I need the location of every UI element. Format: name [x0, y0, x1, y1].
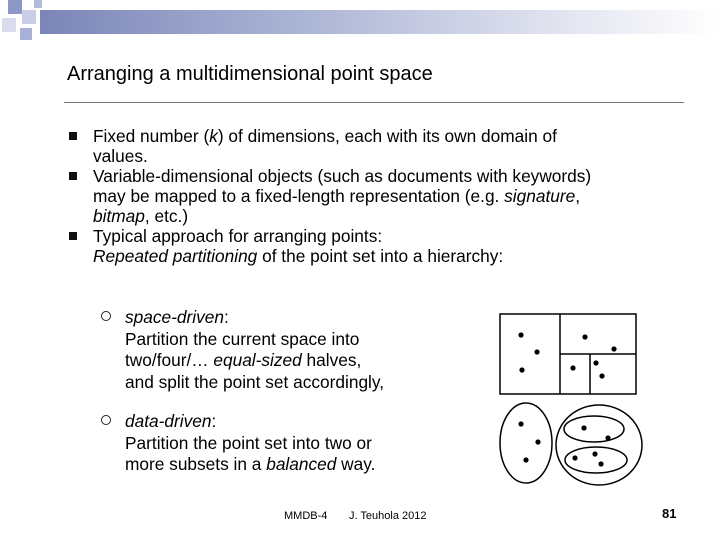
text: of the point set into a hierarchy:	[257, 246, 504, 266]
square-bullet-icon	[69, 172, 77, 180]
text: ,	[575, 186, 581, 206]
text: more subsets in a	[125, 454, 267, 474]
text: way.	[336, 454, 376, 474]
italic-text: balanced	[266, 454, 337, 474]
text: Partition the point set into two or	[125, 432, 372, 453]
square-bullet-icon	[69, 132, 77, 140]
subset-ellipse-left	[500, 403, 552, 483]
point	[572, 455, 577, 460]
point	[535, 439, 540, 444]
page-number: 81	[662, 506, 677, 521]
point	[534, 349, 539, 354]
italic-text: space-driven	[125, 307, 224, 327]
point	[523, 457, 528, 462]
data-partition-diagram	[498, 402, 644, 488]
bullet-list	[67, 126, 687, 266]
sub-line	[125, 307, 461, 329]
text: may be mapped to a fixed-length representation (e.g.	[93, 186, 505, 206]
sub-line	[125, 454, 461, 476]
point	[581, 425, 586, 430]
title-divider	[64, 102, 684, 103]
point	[518, 332, 523, 337]
text: and split the point set accordingly,	[125, 371, 385, 392]
sub-line	[125, 372, 461, 394]
bullet-line	[93, 146, 687, 166]
circle-bullet-icon	[101, 415, 111, 425]
subset-ellipse-inner-top	[564, 416, 624, 442]
footer-course: MMDB-4	[284, 510, 328, 522]
point	[592, 451, 597, 456]
slide-title: Arranging a multidimensional point space	[67, 63, 433, 85]
header-band	[40, 10, 720, 34]
point	[598, 461, 603, 466]
bullet-line	[93, 186, 687, 206]
bullet-line	[93, 206, 687, 226]
text: , etc.)	[144, 206, 189, 226]
point	[582, 334, 587, 339]
text: :	[211, 411, 217, 431]
bullet-line	[93, 226, 687, 246]
text: Typical approach for arranging points:	[93, 226, 383, 246]
text: Variable-dimensional objects (such as documents with keywords)	[93, 166, 592, 186]
point	[611, 346, 616, 351]
sub-item-data-driven	[101, 411, 461, 476]
text: two/four/…	[125, 350, 214, 370]
italic-text: equal-sized	[213, 350, 302, 370]
text: Fixed number (	[93, 126, 210, 146]
text: :	[223, 307, 229, 327]
sub-line	[125, 350, 461, 372]
bullet-line	[93, 126, 687, 146]
point	[599, 373, 604, 378]
sub-line	[125, 433, 461, 455]
footer-author: J. Teuhola 2012	[349, 510, 427, 522]
bullet-item	[67, 226, 687, 266]
text: values.	[93, 146, 148, 166]
sub-item-space-driven	[101, 307, 461, 393]
circle-bullet-icon	[101, 311, 111, 321]
sub-line	[125, 411, 461, 433]
deco-square	[34, 0, 42, 8]
point	[605, 435, 610, 440]
italic-text: bitmap	[93, 206, 145, 226]
italic-text: signature	[504, 186, 576, 206]
bullet-line	[93, 166, 687, 186]
deco-square	[2, 18, 16, 32]
bullet-item	[67, 126, 687, 166]
point	[570, 365, 575, 370]
italic-text: Repeated partitioning	[93, 246, 258, 266]
bullet-item	[67, 166, 687, 226]
deco-square	[22, 10, 36, 24]
sub-line	[125, 329, 461, 351]
text: ) of dimensions, each with its own domain of	[217, 126, 557, 146]
bullet-line	[93, 246, 687, 266]
deco-square	[20, 28, 32, 40]
text: halves,	[301, 350, 362, 370]
space-partition-diagram	[498, 312, 638, 396]
square-bullet-icon	[69, 232, 77, 240]
deco-square	[8, 0, 22, 14]
italic-text: data-driven	[125, 411, 212, 431]
italic-text: k	[209, 126, 218, 146]
point	[519, 367, 524, 372]
point	[518, 421, 523, 426]
point	[593, 360, 598, 365]
text: Partition the current space into	[125, 328, 360, 349]
